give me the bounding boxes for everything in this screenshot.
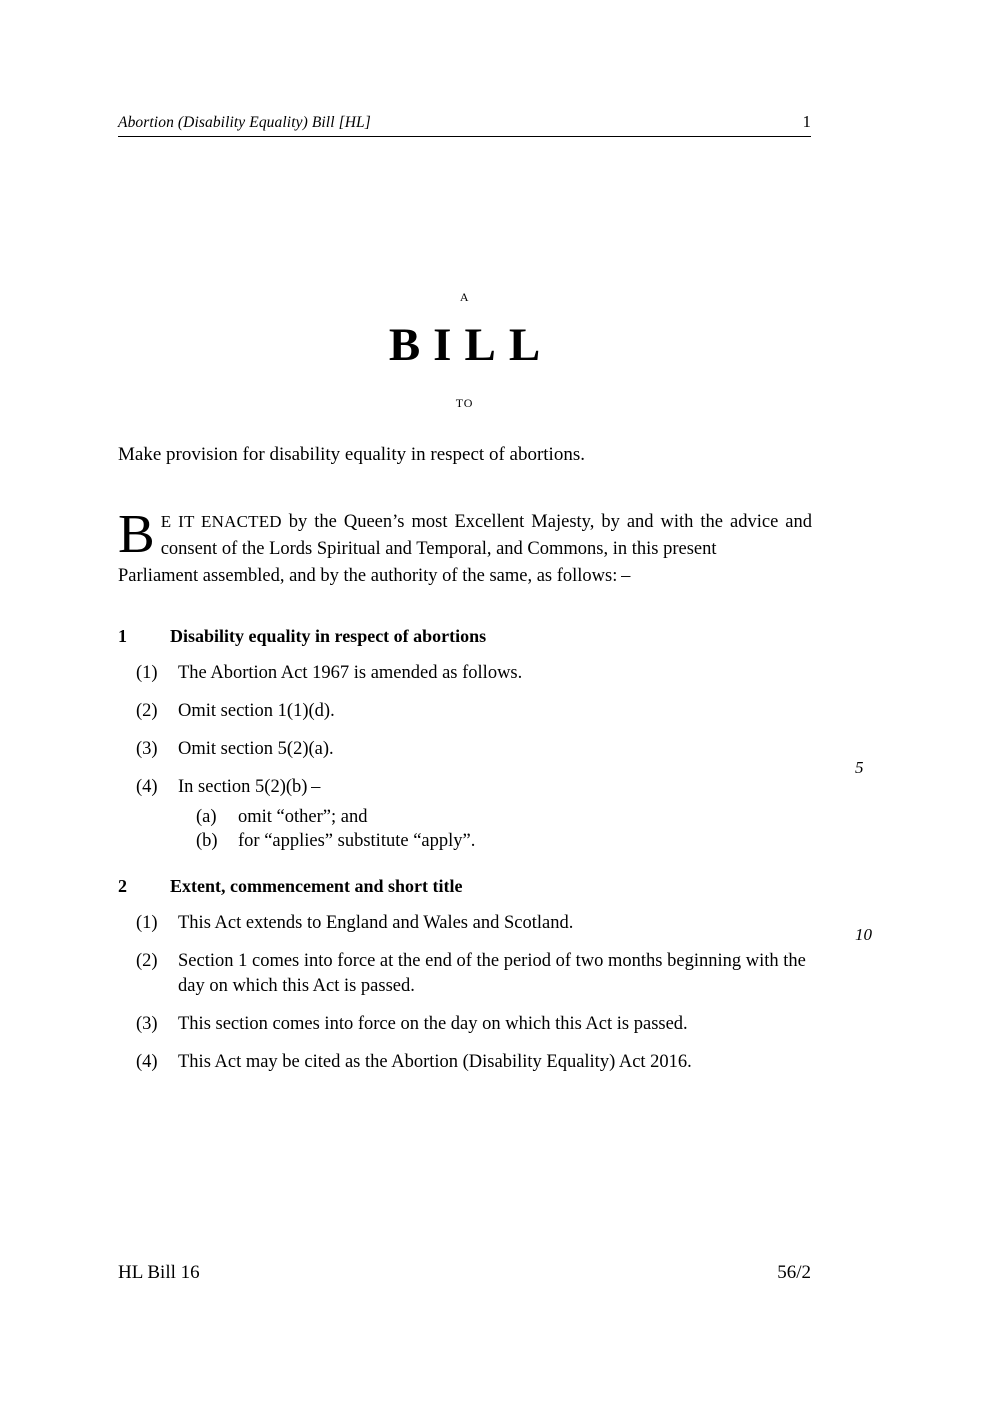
clause-2-heading <box>0 876 991 897</box>
enacting-paragraph <box>118 503 812 564</box>
clause-1-subclause-3 <box>0 737 991 762</box>
clause-2-heading-text: Extent, commencement and short title <box>170 875 463 896</box>
clause-2-subclause-3 <box>0 1012 991 1037</box>
clause-1-para-a-text: omit “other”; and <box>238 806 368 827</box>
bill-body <box>0 626 991 1089</box>
clause-1-heading <box>0 626 991 647</box>
clause-2-subclause-4 <box>0 1050 991 1075</box>
clause-2-subclause-2-text: Section 1 comes into force at the end of the period of two months beginning with the day on which this Act is passed. <box>178 950 806 997</box>
enacting-dropcap: B <box>118 503 155 564</box>
clause-2-subclause-4-text: This Act may be cited as the Abortion (Disability Equality) Act 2016. <box>178 1052 692 1073</box>
title-article-a: A <box>459 290 470 304</box>
title-to-word: TO <box>455 396 474 411</box>
clause-spacer <box>0 854 991 876</box>
page-footer <box>118 1262 811 1284</box>
clause-2-subclause-3-number: (3) <box>136 1014 158 1035</box>
enacting-last-line: Parliament assembled, and by the authority of the same, as follows: – <box>118 566 631 587</box>
clause-2 <box>0 876 991 1076</box>
long-title: Make provision for disability equality in respect of abortions. <box>118 444 585 465</box>
clause-1-subclause-3-number: (3) <box>136 739 158 760</box>
clause-2-subclause-3-text: This section comes into force on the day on which this Act is passed. <box>178 1014 688 1035</box>
clause-1-subclause-2-number: (2) <box>136 701 158 722</box>
clause-2-subclause-1-text: This Act extends to England and Wales and Scotland. <box>178 912 574 933</box>
title-block <box>118 290 811 411</box>
clause-1-subclause-4-para-b <box>0 829 991 854</box>
enacting-smallcaps: E IT ENACTED <box>160 512 282 531</box>
clause-1-number: 1 <box>118 626 127 646</box>
clause-1-subclause-3-text: Omit section 5(2)(a). <box>178 739 334 760</box>
clause-2-subclause-2 <box>0 949 991 999</box>
clause-1-subclause-2-text: Omit section 1(1)(d). <box>178 701 335 722</box>
clause-1-subclause-4-text: In section 5(2)(b) – <box>178 777 321 798</box>
clause-1-subclause-4-para-a <box>0 805 991 830</box>
footer-bill-reference: HL Bill 16 <box>118 1262 200 1283</box>
clause-1-para-b-text: for “applies” substitute “apply”. <box>238 831 476 852</box>
clause-1-subclause-1 <box>0 661 991 686</box>
clause-1-para-b-number: (b) <box>196 831 218 852</box>
clause-1-subclause-1-number: (1) <box>136 663 158 683</box>
clause-1-para-a-number: (a) <box>196 806 217 827</box>
header-row <box>118 112 811 132</box>
clause-1-subclause-4-number: (4) <box>136 777 158 798</box>
clause-1-subclause-4 <box>0 775 991 800</box>
clause-2-subclause-4-number: (4) <box>136 1052 158 1073</box>
title-bill-word: BILL <box>388 319 554 371</box>
line-number-marker-5: 5 <box>855 758 864 777</box>
line-number-marker-10: 10 <box>855 925 872 944</box>
clause-1-subclause-2 <box>0 699 991 724</box>
clause-2-subclause-2-number: (2) <box>136 950 158 971</box>
clause-2-subclause-1 <box>0 911 991 936</box>
page-header <box>118 112 811 137</box>
clause-1-heading-text: Disability equality in respect of abortions <box>170 626 487 646</box>
footer-print-reference: 56/2 <box>777 1262 811 1283</box>
clause-1 <box>0 626 991 854</box>
header-divider <box>118 136 811 137</box>
header-page-number: 1 <box>802 112 811 131</box>
header-bill-title: Abortion (Disability Equality) Bill [HL] <box>118 114 371 131</box>
clause-1-subclause-1-text: The Abortion Act 1967 is amended as follows. <box>178 663 523 683</box>
clause-2-subclause-1-number: (1) <box>136 912 158 933</box>
enacting-formula <box>118 503 812 591</box>
enacting-body-text: by the Queen’s most Excellent Majesty, by and with the advice and consent of the Lords Spiritual and Temporal, and Commons, in this present <box>160 512 812 560</box>
clause-2-number: 2 <box>118 875 127 896</box>
